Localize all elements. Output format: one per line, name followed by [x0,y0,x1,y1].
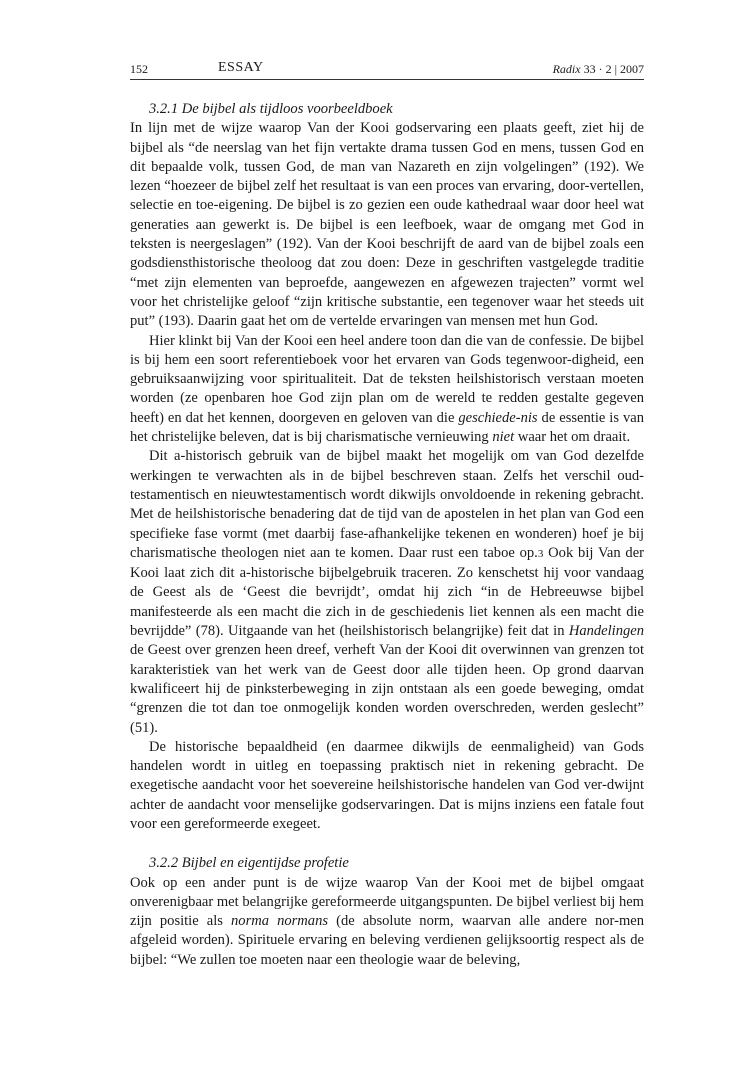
section-heading-3-2-2: 3.2.2 Bijbel en eigentijdse profetie [149,855,349,872]
paragraph-5-text-b: (de absolute norm, waarvan alle andere nor-men afgeleid worden). Spirituele ervaring en beleving verdienen gelijksoortig respect als de bijbel: “We zullen toe moeten naar een theologie waar de beleving, [130,913,644,968]
header-rule [130,79,644,80]
paragraph-5 [130,874,644,970]
paragraph-2 [130,332,644,448]
paragraph-2-text-a: Hier klinkt bij Van der Kooi een heel andere toon dan die van de confessie. De bijbel is bij hem een soort referentieboek voor het ervaren van Gods tegenwoor-digheid, een gebruiksaanwijzing voor spiritualiteit. Dat de teksten heilshistorisch verstaan moeten worden (ze openbaren hoe God zijn plan om de wereld te redden gestalte gegeven heeft) en dat het kennen, doorgeven en geloven van die [130,332,644,426]
paragraph-3-text-b: Ook bij Van der Kooi laat zich dit a-historische bijbelgebruik traceren. Zo kenschetst hij voor vandaag de Geest als de ‘Geest die bevrijdt’, omdat hij zich “in de Hebreeuwse bijbel manifesteerde als een macht die zich in de geschiedenis liet kennen als een macht die bevrijdde” (78). Uitgaande van het (heilshistorisch belangrijke) feit dat in [130,544,645,640]
paragraph-5-emphasis: norma normans [231,913,329,930]
section-heading-3-2-1: 3.2.1 De bijbel als tijdloos voorbeeldboek [149,101,393,117]
paragraph-1: In lijn met de wijze waarop Van der Kooi godservaring een plaats geeft, ziet hij de bijbel als “de neerslag van het fijn vertakte drama tussen God en mens, tussen God en dit bepaalde volk, tussen God, de man van Nazareth en zijn volgelingen” (192). We lezen “hoezeer de bijbel zelf het resultaat is van een proces van ervaring, door-vertellen, selectie en toe-eigening. De bijbel is zo gezien een oude kathedraal waar door heel wat generaties aan gewerkt is. De bijbel is een leefboek, waar de omgang met God in teksten is neergeslagen” (192). Van der Kooi beschrijft de aard van de bijbel zoals een godsdiensthistorische theoloog dat zou doen: Deze in geschriften vastgelegde traditie “met zijn elementen van beproefde, aangewezen en afgewezen trajecten” vormt wel voor het christelijke geloof “zijn kritische substantie, een tegenover waar het steeds uit put” (193). Daarin gaat het om de vertelde ervaringen van mensen met hun God. [130,120,644,330]
page-number: 152 [130,62,148,76]
paragraph-3-text-a: Dit a-historisch gebruik van de bijbel maakt het mogelijk om van God dezelfde werkingen te verwachten als in de bijbel beschreven staan. Zelfs het verschil oud-testamentisch en nieuwtestamentisch wordt dikwijls onvoldoende in rekening gebracht. Met de heilshistorische benadering dat de tijd van de apostelen in het plan van God een specifieke fase vormt (met daarbij fase-afhankelijke tekenen en wonderen) hoef je bij charismatische theologen niet aan te komen. Daar rust een taboe op. [130,448,644,561]
paragraph-3-emphasis: Handelingen [568,623,644,640]
paragraph-2-emphasis-2: niet [492,429,515,446]
journal-issue: 33 · 2 | 2007 [583,62,644,76]
running-header [130,60,644,78]
journal-name: Radix [552,62,581,76]
paragraph-4: De historische bepaaldheid (en daarmee dikwijls de eenmaligheid) van Gods handelen wordt in uitleg en toepassing praktisch niet in rekening gebracht. De exegetische aandacht voor het soevereine heilshistorische handelen van God ver-dwijnt achter de aandacht voor menselijke godservaringen. Dat is mijns inziens een fatale fout voor een gereformeerde exegeet. [130,738,644,832]
section-gap [130,834,644,854]
paragraph-3-text-c: de Geest over grenzen heen dreef, verheft Van der Kooi dit overwinnen van grenzen tot karakteristiek van het werk van de Geest door alle tijden heen. Op grond daarvan kwalificeert hij de pinksterbeweging in zijn ontstaan als een goede beweging, omdat “grenzen die tot dan toe onmogelijk konden worden overschreden, werden geslecht” (51). [130,642,644,736]
paragraph-2-emphasis-1: geschiede-nis [458,409,538,426]
paragraph-2-text-b: de essentie is van het christelijke beleven, dat is bij charismatische vernieuwing [130,409,644,446]
article-body [130,100,644,970]
paragraph-5-text-a: Ook op een ander punt is de wijze waarop Van der Kooi met de bijbel omgaat onverenigbaar met belangrijke gereformeerde uitgangspunten. De bijbel verliest bij hem zijn positie als [130,874,644,930]
footnote-marker: 3 [537,547,544,560]
paragraph-2-text-c: waar het om draait. [514,429,631,446]
journal-reference [553,62,644,77]
paragraph-3 [130,447,644,737]
section-label: ESSAY [218,60,264,75]
